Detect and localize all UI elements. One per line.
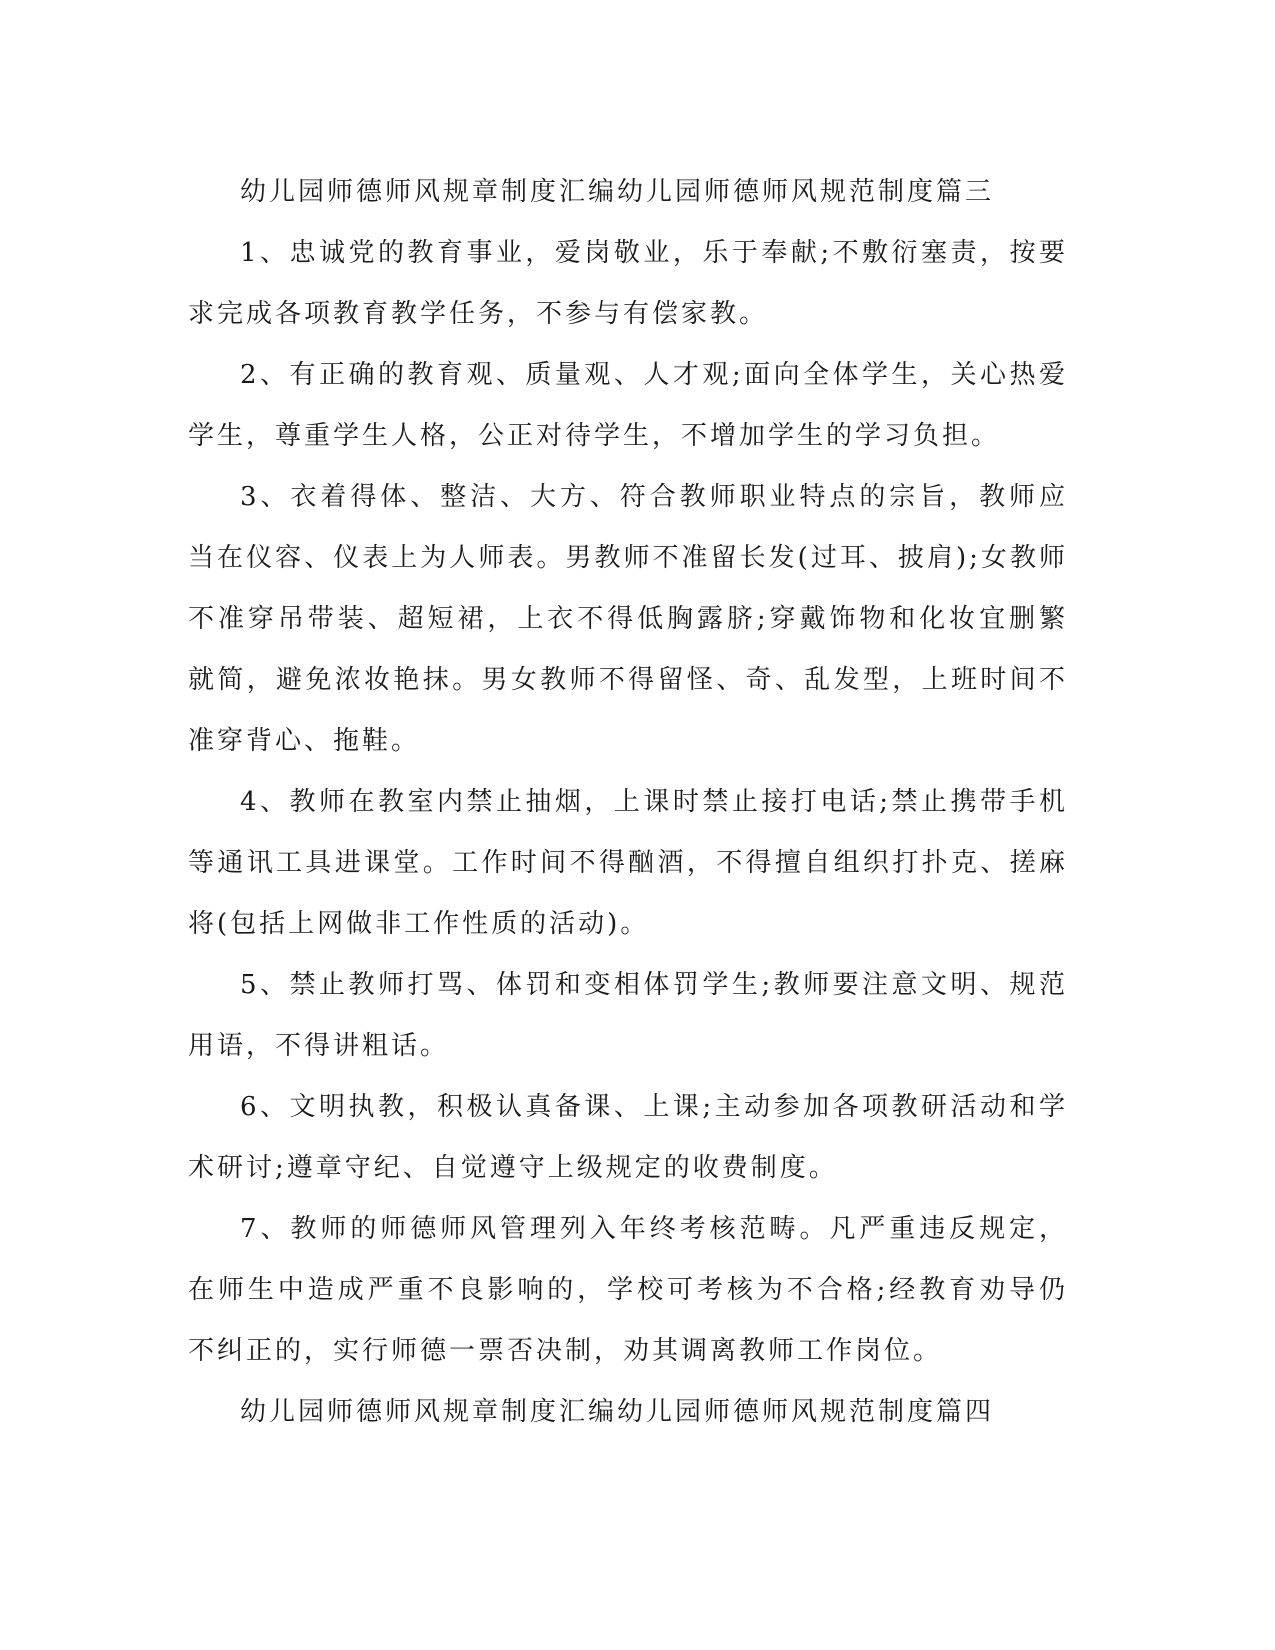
section-heading-4: 幼儿园师德师风规章制度汇编幼儿园师德师风规范制度篇四 [240,1397,995,1427]
rule-paragraph-7: 7、教师的师德师风管理列入年终考核范畴。凡严重违反规定，在师生中造成严重不良影响的，学校可考核为不合格;经教育劝导仍不纠正的，实行师德一票否决制，劝其调离教师工作岗位。 [188,1214,1068,1366]
rule-paragraph-1: 1、忠诚党的教育事业，爱岗敬业，乐于奉献;不敷衍塞责，按要求完成各项教育教学任务，不参与有偿家教。 [188,238,1068,329]
rule-paragraph-4: 4、教师在教室内禁止抽烟，上课时禁止接打电话;禁止携带手机等通讯工具进课堂。工作时间不得酗酒，不得擅自组织打扑克、搓麻将(包括上网做非工作性质的活动)。 [188,787,1068,939]
rule-paragraph-5: 5、禁止教师打骂、体罚和变相体罚学生;教师要注意文明、规范用语，不得讲粗话。 [188,970,1068,1061]
document-body [188,162,1068,1443]
rule-paragraph-6: 6、文明执教，积极认真备课、上课;主动参加各项教研活动和学术研讨;遵章守纪、自觉遵守上级规定的收费制度。 [188,1092,1068,1183]
rule-paragraph-3: 3、衣着得体、整洁、大方、符合教师职业特点的宗旨，教师应当在仪容、仪表上为人师表。男教师不准留长发(过耳、披肩);女教师不准穿吊带装、超短裙，上衣不得低胸露脐;穿戴饰物和化妆宜删繁就简，避免浓妆艳抹。男女教师不得留怪、奇、乱发型，上班时间不准穿背心、拖鞋。 [188,482,1068,756]
rule-paragraph-2: 2、有正确的教育观、质量观、人才观;面向全体学生，关心热爱学生，尊重学生人格，公正对待学生，不增加学生的学习负担。 [188,360,1068,451]
section-heading-3: 幼儿园师德师风规章制度汇编幼儿园师德师风规范制度篇三 [240,177,995,207]
